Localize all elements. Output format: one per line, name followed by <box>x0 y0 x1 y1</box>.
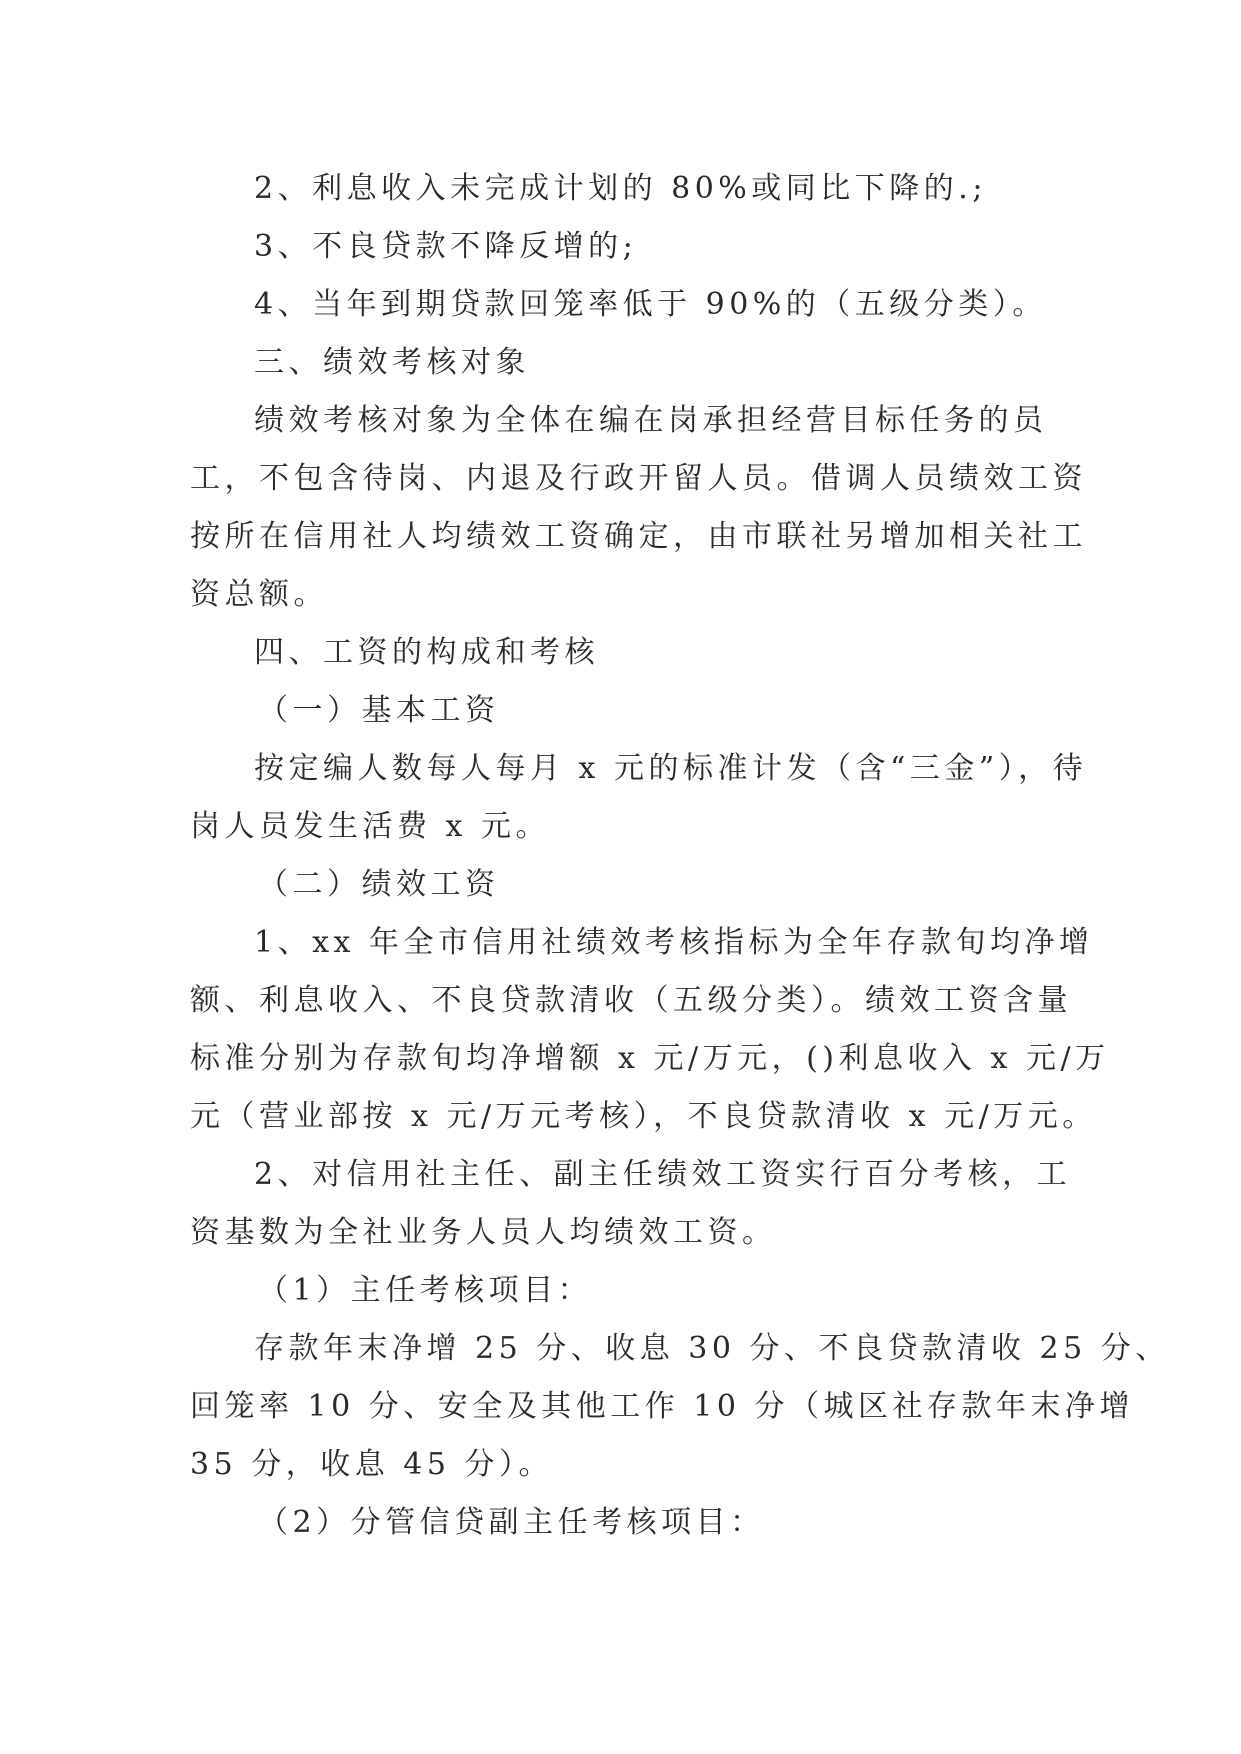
paragraph <box>190 914 1110 1146</box>
text-line: （一）基本工资 <box>258 693 500 728</box>
text-line: 工，不包含待岗、内退及行政开留人员。借调人员绩效工资 <box>190 461 1087 496</box>
text-line: 3、不良贷款不降反增的; <box>254 229 638 264</box>
paragraph <box>190 682 1050 740</box>
text-line: 三、绩效考核对象 <box>254 345 530 380</box>
text-line: 4、当年到期贷款回笼率低于 90%的（五级分类）。 <box>254 287 1047 322</box>
paragraph <box>190 218 1050 276</box>
text-line: 额、利息收入、不良贷款清收（五级分类）。绩效工资含量 <box>190 983 1072 1018</box>
paragraph <box>190 740 1088 856</box>
text-line: 绩效考核对象为全体在编在岗承担经营目标任务的员 <box>254 403 1048 438</box>
text-line: （二）绩效工资 <box>258 867 500 902</box>
paragraph <box>190 856 1050 914</box>
text-line: 回笼率 10 分、安全及其他工作 10 分（城区社存款年末净增 <box>190 1389 1134 1424</box>
paragraph <box>190 1494 1050 1552</box>
text-line: 按所在信用社人均绩效工资确定，由市联社另增加相关社工 <box>190 519 1087 554</box>
paragraph <box>190 1146 1072 1262</box>
text-line: 2、利息收入未完成计划的 80%或同比下降的.; <box>254 171 987 206</box>
text-line: 元（营业部按 x 元/万元考核），不良贷款清收 x 元/万元。 <box>190 1099 1097 1134</box>
paragraph <box>190 334 1050 392</box>
text-line: 1、xx 年全市信用社绩效考核指标为全年存款旬均净增 <box>254 925 1094 960</box>
paragraph <box>190 1320 1170 1494</box>
text-line: 存款年末净增 25 分、收息 30 分、不良贷款清收 25 分、 <box>254 1331 1170 1366</box>
text-line: 按定编人数每人每月 x 元的标准计发（含“三金”），待 <box>254 751 1088 786</box>
text-line: （2）分管信贷副主任考核项目： <box>258 1505 765 1540</box>
document-body <box>190 160 1170 1552</box>
text-line: 四、工资的构成和考核 <box>254 635 599 670</box>
text-line: 资总额。 <box>190 577 328 612</box>
text-line: 资基数为全社业务人员人均绩效工资。 <box>190 1215 777 1250</box>
paragraph <box>190 624 1050 682</box>
text-line: 35 分，收息 45 分）。 <box>190 1447 553 1482</box>
text-line: 岗人员发生活费 x 元。 <box>190 809 550 844</box>
paragraph <box>190 276 1050 334</box>
text-line: 标准分别为存款旬均净增额 x 元/万元，()利息收入 x 元/万 <box>190 1041 1110 1076</box>
paragraph <box>190 1262 1050 1320</box>
paragraph <box>190 392 1087 624</box>
text-line: 2、对信用社主任、副主任绩效工资实行百分考核，工 <box>254 1157 1072 1192</box>
paragraph <box>190 160 1050 218</box>
text-line: （1）主任考核项目： <box>258 1273 593 1308</box>
